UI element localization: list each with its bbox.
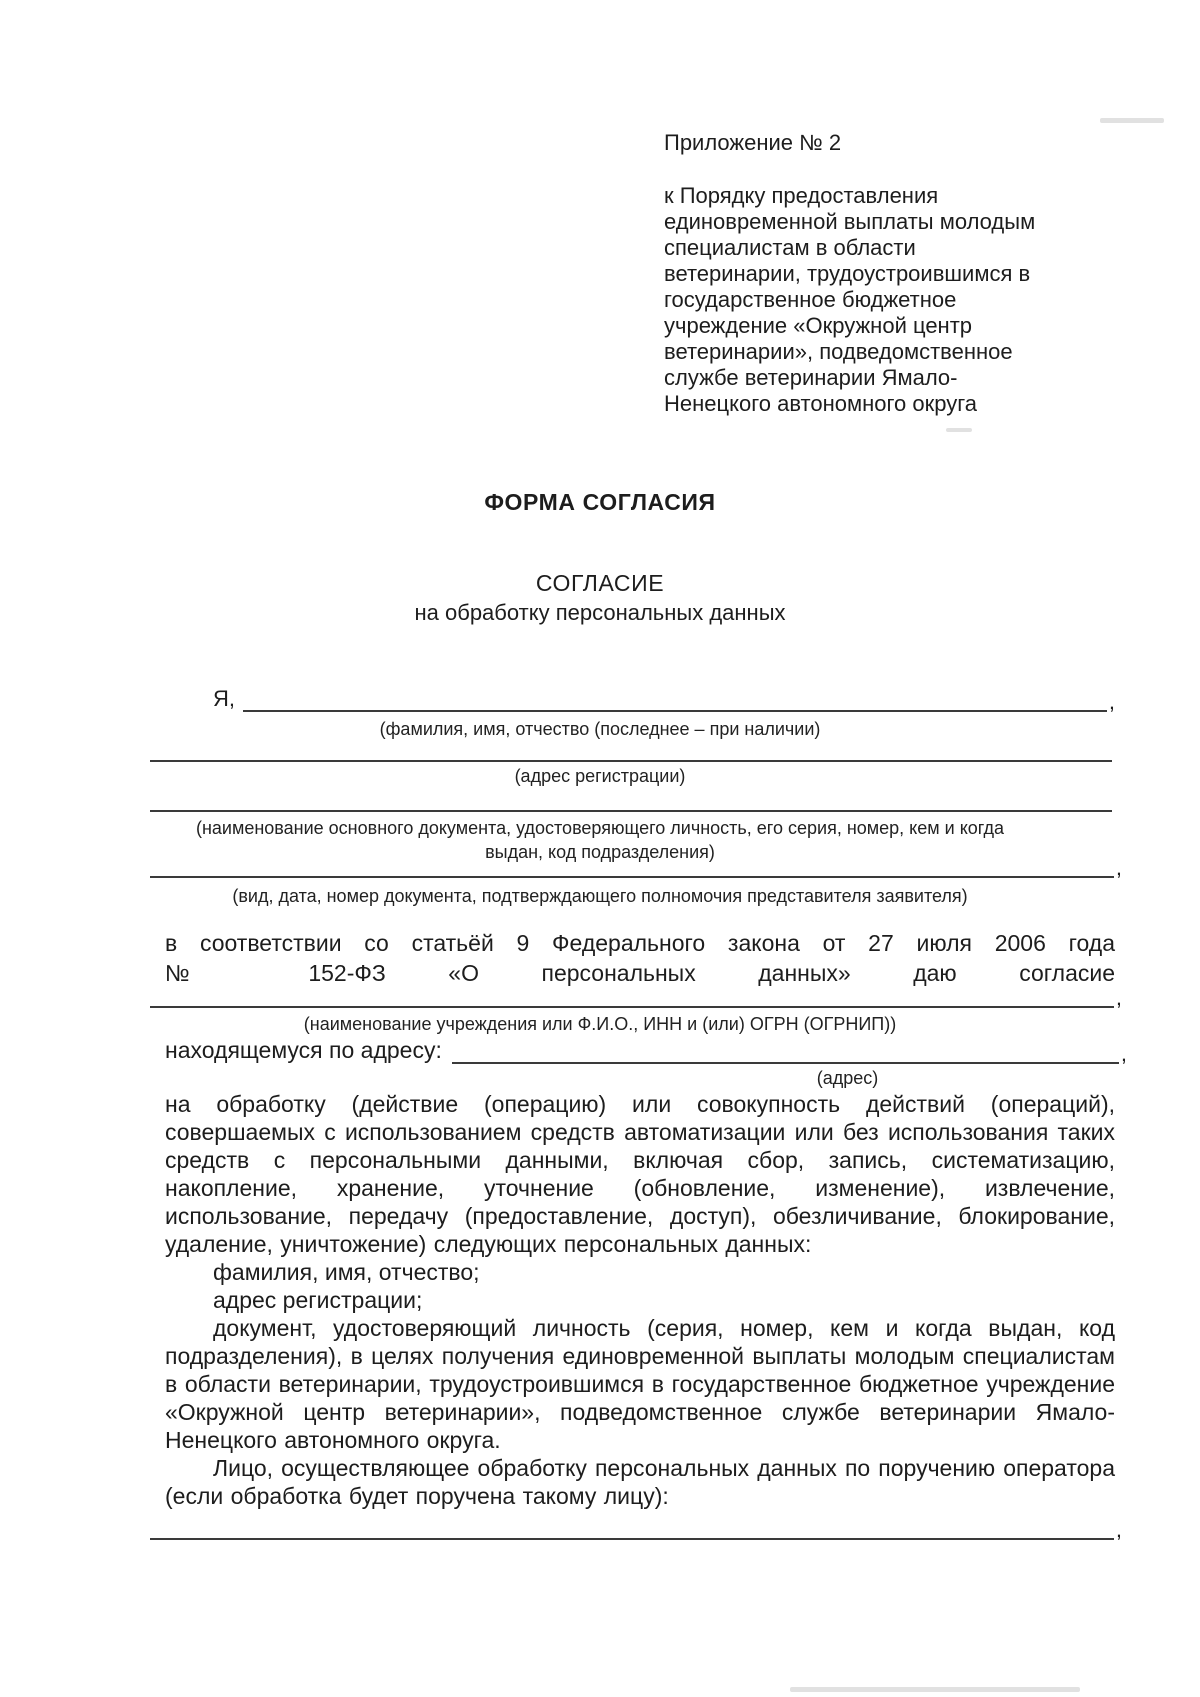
appendix-reference: к Порядку предоставления единовременной выплаты молодым специалистам в области ветеринарии, трудоустроившимся в государственное бюджетное учреждение «Окружной центр ветеринарии», подведомственное службе ветеринарии Ямало-Ненецкого автономного округа (664, 183, 1036, 416)
operator-address-input-line[interactable] (452, 1036, 1119, 1064)
processing-consent-paragraph: на обработку (действие (операцию) или совокупность действий (операций), совершаемых с использованием средств автоматизации или без использования таких средств с персональными данными, включая сбор, запись, систематизацию, накопление, хранение, уточнение (обновление, изменение), извлечение, использование, передачу (предоставление, доступ), обезличивание, блокирование, удаление, уничтожение) следующих персональных данных: (165, 1091, 1115, 1257)
fio-caption: (фамилия, имя, отчество (последнее – при наличии) (379, 719, 821, 739)
identity-doc-purpose-paragraph: документ, удостоверяющий личность (серия, номер, кем и когда выдан, код подразделения), в целях получения единовременной выплаты молодым специалистам в области ветеринарии, трудоустроившимся в государственное бюджетное учреждение «Окружной центр ветеринарии», подведомственное службе ветеринарии Ямало-Ненецкого автономного округа. (165, 1315, 1115, 1453)
comma-mark: , (1115, 1517, 1122, 1542)
processor-row (150, 1518, 1122, 1540)
operator-address-row (165, 1038, 1127, 1064)
consent-heading: СОГЛАСИЕ (535, 570, 665, 596)
consent-subheading: на обработку персональных данных (414, 600, 786, 625)
law-reference-paragraph (165, 928, 1115, 988)
appendix-title: Приложение № 2 (664, 130, 842, 155)
form-type-heading: ФОРМА СОГЛАСИЯ (484, 489, 716, 515)
processor-input-line[interactable] (150, 1516, 1114, 1540)
identity-doc-caption: (наименование основного документа, удостоверяющего личность, его серия, номер, кем и когда выдан, код подразделения) (195, 818, 1005, 862)
operator-name-caption: (наименование учреждения или Ф.И.О., ИНН и (или) ОГРН (ОГРНИП)) (303, 1014, 897, 1034)
operator-name-row (150, 986, 1122, 1008)
representative-doc-input-line[interactable] (150, 854, 1114, 878)
representative-doc-row (150, 856, 1122, 878)
fio-row (165, 684, 1115, 712)
comma-mark: , (1115, 985, 1122, 1010)
law-line-1: в соответствии со статьёй 9 Федерального закона от 27 июля 2006 года (165, 930, 1115, 956)
address-caption: (адрес регистрации) (514, 766, 686, 786)
personal-data-item: фамилия, имя, отчество; (213, 1259, 480, 1285)
address-short-caption: (адрес) (816, 1068, 879, 1088)
representative-doc-caption: (вид, дата, номер документа, подтверждающего полномочия представителя заявителя) (232, 886, 968, 906)
identity-doc-input-line[interactable] (150, 788, 1112, 812)
personal-data-item: адрес регистрации; (213, 1287, 423, 1313)
consent-body (165, 1090, 1115, 1510)
comma-mark: , (1115, 855, 1122, 880)
operator-name-input-line[interactable] (150, 984, 1114, 1008)
located-label: находящемуся по адресу: (165, 1037, 442, 1063)
i-pronoun-label: Я, (213, 686, 235, 711)
scan-artifact (946, 428, 972, 432)
law-line-2: № 152-ФЗ «О персональных данных» даю согласие (165, 960, 1115, 986)
address-input-line[interactable] (150, 738, 1112, 762)
processor-clause-paragraph: Лицо, осуществляющее обработку персональных данных по поручению оператора (если обработка будет поручена такому лицу): (165, 1455, 1115, 1509)
scan-artifact (1100, 118, 1164, 123)
comma-mark: , (1108, 689, 1115, 714)
fio-input-line[interactable] (243, 682, 1107, 712)
comma-mark: , (1120, 1041, 1127, 1066)
scan-artifact (790, 1687, 1080, 1692)
